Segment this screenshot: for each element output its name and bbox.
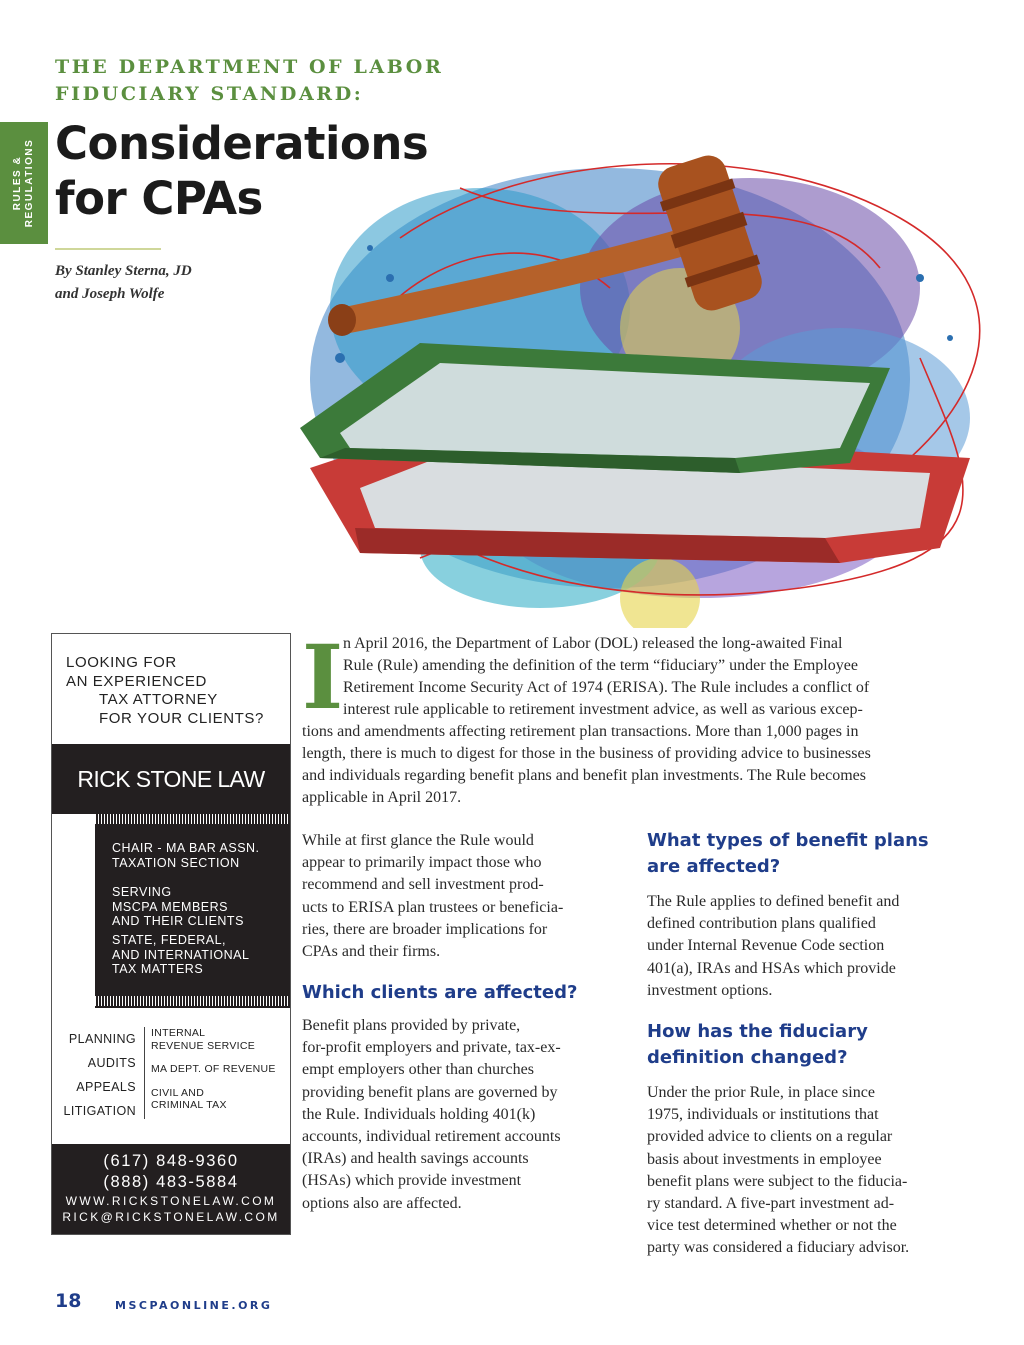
article-byline: By Stanley Sterna, JD and Joseph Wolfe: [55, 263, 192, 302]
ad-phone: (888) 483-5884: [103, 1173, 239, 1191]
title-divider: [55, 248, 161, 250]
ad-tick-rule: [95, 814, 290, 824]
ad-phone: (617) 848-9360: [103, 1152, 239, 1170]
section-tab-label: RULES & REGULATIONS: [12, 138, 35, 228]
body-paragraph: Benefit plans provided by private, for-profit employers and private, tax-ex- empt employers other than churches providing benefit plans are governed by the Rule. Individuals holding 401(k) accounts, individual retirement accounts (IRAs) and health savings accounts (HSAs) which provide investment options also are affected.: [302, 1017, 561, 1212]
ad-credentials: [95, 812, 290, 1008]
credential-item: SERVING MSCPA MEMBERS AND THEIR CLIENTS: [112, 885, 244, 928]
gavel-on-books-illustration: [280, 128, 1000, 628]
agency-item: INTERNAL REVENUE SERVICE: [151, 1027, 256, 1052]
ad-agencies-list: [151, 1027, 289, 1123]
body-paragraph: The Rule applies to defined benefit and defined contribution plans qualified under Internal Revenue Code section 401(a), IRAs and HSAs which provide investment options.: [647, 893, 900, 999]
agency-item: MA DEPT. OF REVENUE: [151, 1063, 276, 1075]
drop-cap: I: [302, 625, 344, 729]
subhead-plans: What types of benefit plans are affected?: [647, 830, 929, 877]
footer-site: MSCPAONLINE.ORG: [115, 1299, 273, 1312]
article-kicker: THE DEPARTMENT OF LABOR FIDUCIARY STANDARD:: [55, 56, 444, 105]
ad-email: RICK@RICKSTONELAW.COM: [62, 1210, 280, 1224]
page-number: 18: [55, 1290, 82, 1312]
book-stack: [300, 343, 970, 563]
ad-contact: [52, 1144, 290, 1234]
ad-services: [52, 1019, 290, 1139]
subhead-definition: How has the fiduciary definition changed?: [647, 1021, 868, 1068]
agency-item: CIVIL AND CRIMINAL TAX: [151, 1086, 227, 1111]
section-tab: [0, 122, 48, 244]
credential-item: STATE, FEDERAL, AND INTERNATIONAL TAX MATTERS: [112, 933, 250, 976]
credential-item: CHAIR - MA BAR ASSN. TAXATION SECTION: [112, 841, 260, 870]
ad-services-divider: [144, 1027, 145, 1119]
ad-firm-name: RICK STONE LAW: [52, 744, 290, 814]
body-paragraph: While at first glance the Rule would appear to primarily impact those who recommend and sell investment prod- ucts to ERISA plan trustees or beneficia- ries, there are broader implications for CPAs and their firms.: [302, 832, 564, 961]
ad-tick-rule: [95, 996, 290, 1006]
article-headline: Considerations for CPAs: [55, 117, 429, 225]
ad-headline: LOOKING FOR AN EXPERIENCED TAX ATTORNEY FOR YOUR CLIENTS?: [66, 654, 264, 727]
subhead-clients: Which clients are affected?: [302, 982, 578, 1003]
body-paragraph: Under the prior Rule, in place since 1975, individuals or institutions that provided advice to clients on a regular basis about investments in employee benefit plans were subject to the fiducia- ry standard. A five-part investment ad- vice test determined whether or not the party was considered a fiduciary advisor.: [647, 1084, 910, 1257]
ad-website: WWW.RICKSTONELAW.COM: [65, 1194, 277, 1208]
advertisement: [51, 633, 291, 1235]
ad-services-list: PLANNING AUDITS APPEALS LITIGATION: [63, 1032, 136, 1118]
